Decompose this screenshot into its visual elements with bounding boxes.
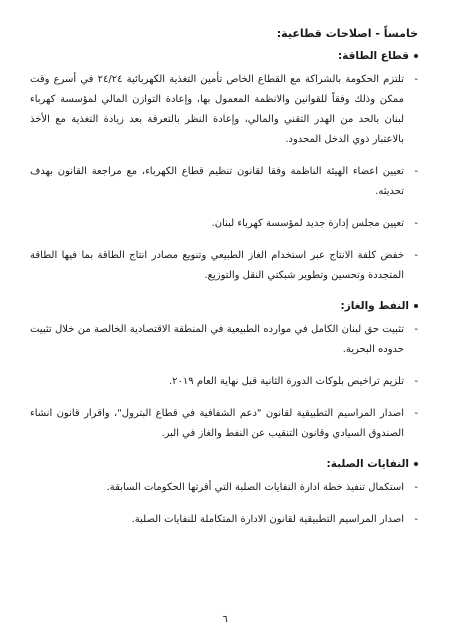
list-item: - اصدار المراسيم التطبيقية لقانون الادارة المتكاملة للنفايات الصلبة. [30, 510, 418, 530]
section-title: قطاع الطاقة: [30, 48, 418, 64]
dash-icon: - [414, 166, 418, 177]
dash-icon: - [414, 218, 418, 229]
section-oil-gas [30, 298, 418, 444]
dash-icon: - [414, 74, 418, 85]
dash-icon: - [414, 408, 418, 419]
section-solid-waste [30, 456, 418, 530]
dash-icon: - [414, 514, 418, 525]
list-item: - استكمال تنفيذ خطة ادارة النفايات الصلبة التي أقرتها الحكومات السابقة. [30, 478, 418, 498]
dash-icon: - [414, 376, 418, 387]
list-item: - تلزيم تراخيص بلوكات الدورة الثانية قبل نهاية العام ٢٠١٩. [30, 372, 418, 392]
section-energy [30, 48, 418, 286]
list-item: - تلتزم الحكومة بالشراكة مع القطاع الخاص تأمين التغذية الكهربائية ٢٤/٢٤ في أسرع وقت ممكن وذلك وفقاً للقوانين والانظمة المعمول بها، وإعادة التوازن المالي لمؤسسة كهرباء لبنان بالحد من الهدر التقني والمالي، وإعادة النظر بالتعرفة بعد زيادة التغذية مع الأخذ بالاعتبار ذوي الدخل المحدود. [30, 70, 418, 150]
section-title: النفايات الصلبة: [30, 456, 418, 472]
page-number: ٦ [222, 614, 228, 625]
list-item: - تعيين مجلس إدارة جديد لمؤسسة كهرباء لبنان. [30, 214, 418, 234]
bullet-icon [414, 304, 418, 308]
main-heading: خامساً - اصلاحات قطاعية: [276, 27, 418, 40]
dash-icon: - [414, 250, 418, 261]
list-item: - تثبيت حق لبنان الكامل في موارده الطبيعية في المنطقة الاقتصادية الخالصة من خلال تثبيت حدوده البحرية. [30, 320, 418, 360]
dash-icon: - [414, 482, 418, 493]
bullet-icon [414, 462, 418, 466]
bullet-icon [414, 54, 418, 58]
list-item: - تعيين اعضاء الهيئة الناظمة وفقا لقانون تنظيم قطاع الكهرباء، مع مراجعة القانون بهدف تحديثه. [30, 162, 418, 202]
list-item: - اصدار المراسيم التطبيقية لقانون "دعم الشفافية في قطاع البترول"، واقرار قانون انشاء الصندوق السيادي وقانون التنقيب عن النفط والغاز في البر. [30, 404, 418, 444]
section-title: النفط والغاز: [30, 298, 418, 314]
list-item: - خفض كلفة الانتاج عبر استخدام الغاز الطبيعي وتنويع مصادر انتاج الطاقة بما فيها الطاقة المتجددة وتحسين وتطوير شبكتي النقل والتوزيع. [30, 246, 418, 286]
dash-icon: - [414, 324, 418, 335]
